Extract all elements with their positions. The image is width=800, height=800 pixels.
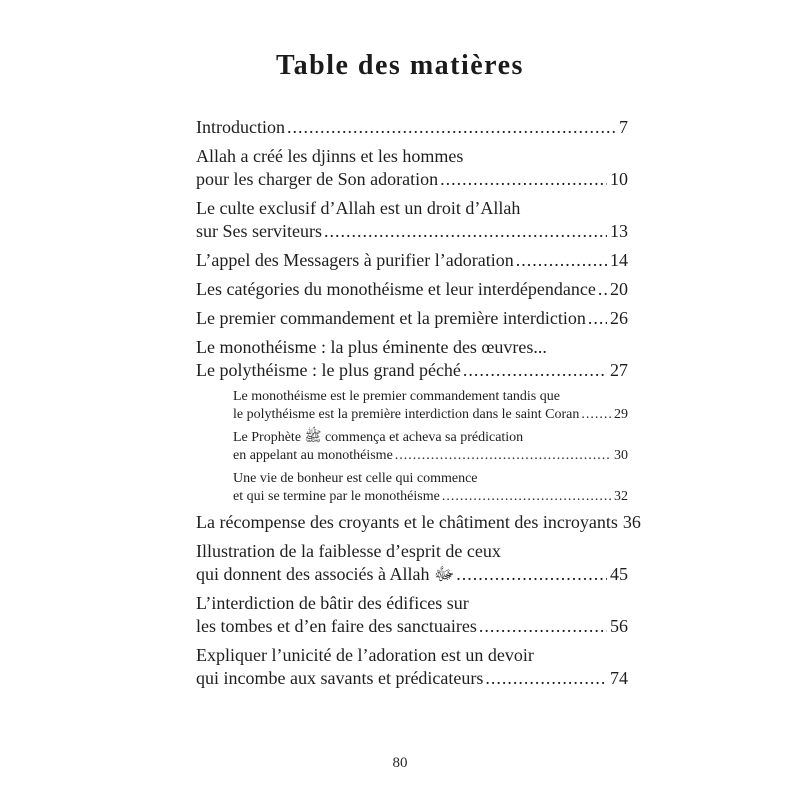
- dot-leader: [324, 220, 607, 243]
- toc-entry-line: Le culte exclusif d’Allah est un droit d’Allah: [196, 198, 521, 218]
- toc-entry: [196, 644, 628, 690]
- toc-entry-line: Le monothéisme est le premier commandement tandis que: [233, 389, 560, 404]
- toc-entry-page-number: 32: [614, 489, 628, 504]
- toc-entry-text: La récompense des croyants et le châtiment des incroyants: [196, 512, 618, 532]
- dot-leader: [479, 615, 607, 638]
- toc-entry-leader-line: [196, 667, 628, 690]
- toc-entry: [196, 336, 628, 382]
- dot-leader: [395, 447, 611, 465]
- toc-entry-text: Introduction: [196, 117, 285, 137]
- toc-entry: [196, 249, 628, 272]
- toc-entry-line: Illustration de la faiblesse d’esprit de ceux: [196, 541, 501, 561]
- toc-entry-leader-line: [196, 511, 641, 534]
- toc-entry-text: qui donnent des associés à Allah ﷻ: [196, 564, 455, 584]
- toc-entry-text: sur Ses serviteurs: [196, 221, 322, 241]
- toc-entry-text: et qui se termine par le monothéisme: [233, 489, 440, 504]
- toc-entry-leader-line: [196, 307, 628, 330]
- toc-entry-line: Expliquer l’unicité de l’adoration est un devoir: [196, 645, 534, 665]
- toc-entry: [196, 540, 628, 586]
- dot-leader: [440, 168, 607, 191]
- toc-entry: [233, 470, 628, 506]
- dot-leader: [287, 116, 616, 139]
- toc-entry-text: le polythéisme est la première interdiction dans le saint Coran: [233, 407, 580, 422]
- toc-entry-page-number: 27: [610, 360, 628, 380]
- page-title: Table des matières: [276, 50, 524, 81]
- folio-page-number: 80: [392, 755, 408, 771]
- toc-entry-text: L’appel des Messagers à purifier l’adoration: [196, 250, 514, 270]
- toc-entry-leader-line: [196, 249, 628, 272]
- toc-entry-leader-line: [196, 220, 628, 243]
- toc-entry-text: Le polythéisme : le plus grand péché: [196, 360, 461, 380]
- toc-entry-page-number: 29: [614, 407, 628, 422]
- dot-leader: [442, 488, 611, 506]
- toc-entry-line: L’interdiction de bâtir des édifices sur: [196, 593, 469, 613]
- dot-leader: [581, 406, 611, 424]
- toc-entry-leader-line: [196, 168, 628, 191]
- toc-entry: [196, 592, 628, 638]
- toc-entry-leader-line: [233, 488, 628, 506]
- toc-entry-text: les tombes et d’en faire des sanctuaires: [196, 616, 477, 636]
- toc-entry-text: qui incombe aux savants et prédicateurs: [196, 668, 484, 688]
- toc-entry-page-number: 45: [610, 564, 628, 584]
- toc-entry-leader-line: [196, 563, 628, 586]
- toc-entry-page-number: 10: [610, 169, 628, 189]
- toc-entry-leader-line: [196, 359, 628, 382]
- dot-leader: [598, 278, 607, 301]
- dot-leader: [456, 563, 607, 586]
- toc-entry-line: Le monothéisme : la plus éminente des œuvres...: [196, 337, 547, 357]
- toc-entry: [233, 429, 628, 465]
- toc-entry-leader-line: [196, 615, 628, 638]
- toc-entry: [196, 511, 641, 534]
- toc-entry-text: pour les charger de Son adoration: [196, 169, 439, 189]
- toc-entry-line: Allah a créé les djinns et les hommes: [196, 146, 464, 166]
- toc-entry-page-number: 36: [622, 512, 641, 532]
- toc-entry: [196, 197, 628, 243]
- dot-leader: [485, 667, 607, 690]
- dot-leader: [516, 249, 607, 272]
- toc-entry-leader-line: [233, 447, 628, 465]
- toc-entry-page-number: 13: [610, 221, 628, 241]
- toc-entry-leader-line: [196, 116, 628, 139]
- toc-entry-text: en appelant au monothéisme: [233, 448, 393, 463]
- toc-entry-page-number: 20: [610, 279, 628, 299]
- toc-entry-line: Le Prophète ﷺ commença et acheva sa prédication: [233, 430, 524, 445]
- toc-entry-page-number: 26: [610, 308, 628, 328]
- toc-entry-page-number: 74: [610, 668, 628, 688]
- toc-entry-text: Le premier commandement et la première interdiction: [196, 308, 586, 328]
- toc-entry-leader-line: [196, 278, 628, 301]
- toc-list: [196, 116, 641, 696]
- toc-entry: [196, 307, 628, 330]
- dot-leader: [588, 307, 607, 330]
- toc-entry: [196, 278, 628, 301]
- toc-entry: [196, 145, 628, 191]
- toc-entry: [233, 388, 628, 424]
- toc-entry-leader-line: [233, 406, 628, 424]
- toc-entry: [196, 116, 628, 139]
- dot-leader: [463, 359, 607, 382]
- toc-entry-page-number: 14: [610, 250, 628, 270]
- toc-entry-page-number: 7: [619, 117, 628, 137]
- toc-entry-line: Une vie de bonheur est celle qui commence: [233, 471, 478, 486]
- toc-entry-text: Les catégories du monothéisme et leur interdépendance: [196, 279, 596, 299]
- toc-entry-page-number: 56: [610, 616, 628, 636]
- toc-entry-page-number: 30: [614, 448, 628, 463]
